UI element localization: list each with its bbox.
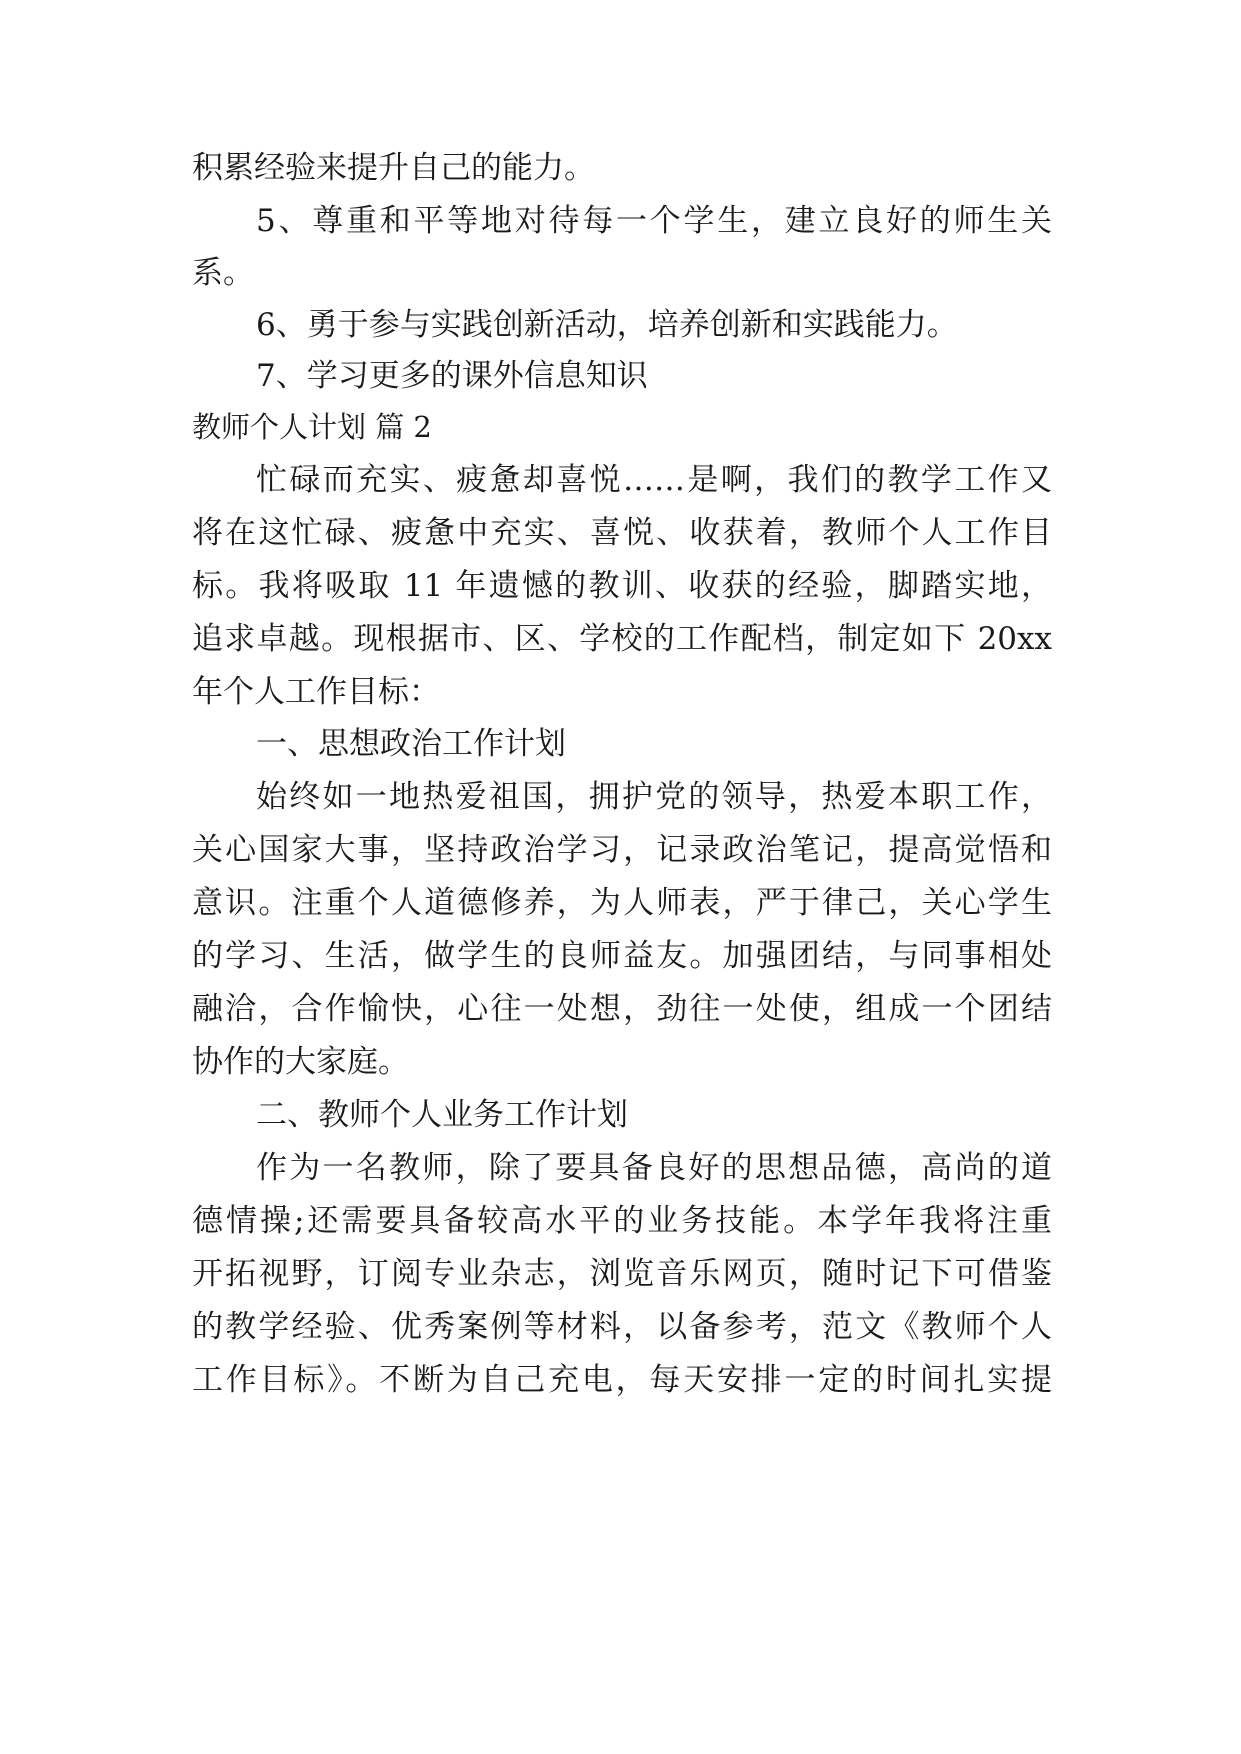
text-line: 7、学习更多的课外信息知识 (256, 358, 648, 394)
text-line: 5、尊重和平等地对待每一个学生，建立良好的师生关 (256, 203, 1052, 239)
text-line: 意识。注重个人道德修养，为人师表，严于律己，关心学生 (192, 885, 1052, 921)
text-line: 融洽，合作愉快，心往一处想，劲往一处使，组成一个团结 (192, 991, 1052, 1027)
text-line: 年个人工作目标： (192, 674, 440, 710)
text-line: 工作目标》。不断为自己充电，每天安排一定的时间扎实提 (192, 1362, 1052, 1398)
text-line: 忙碌而充实、疲惫却喜悦……是啊，我们的教学工作又 (256, 462, 1052, 498)
section-heading: 教师个人计划 篇 2 (192, 410, 432, 444)
text-line: 作为一名教师，除了要具备良好的思想品德，高尚的道 (256, 1150, 1052, 1186)
text-line: 协作的大家庭。 (192, 1044, 409, 1080)
text-line: 的教学经验、优秀案例等材料，以备参考，范文《教师个人 (192, 1309, 1052, 1345)
text-line: 系。 (192, 255, 254, 291)
text-line: 开拓视野，订阅专业杂志，浏览音乐网页，随时记下可借鉴 (192, 1256, 1052, 1292)
text-line: 始终如一地热爱祖国，拥护党的领导，热爱本职工作， (256, 779, 1052, 815)
text-line: 一、思想政治工作计划 (256, 726, 566, 762)
text-line: 积累经验来提升自己的能力。 (192, 150, 595, 186)
text-line: 将在这忙碌、疲惫中充实、喜悦、收获着，教师个人工作目 (192, 515, 1052, 551)
text-line: 6、勇于参与实践创新活动，培养创新和实践能力。 (256, 307, 958, 343)
text-line: 关心国家大事，坚持政治学习，记录政治笔记，提高觉悟和 (192, 832, 1052, 868)
text-line: 二、教师个人业务工作计划 (256, 1097, 628, 1133)
text-line: 追求卓越。现根据市、区、学校的工作配档，制定如下 20xx (192, 621, 1052, 657)
text-line: 的学习、生活，做学生的良师益友。加强团结，与同事相处 (192, 938, 1052, 974)
text-line: 标。我将吸取 11 年遗憾的教训、收获的经验，脚踏实地， (192, 568, 1052, 604)
text-line: 德情操;还需要具备较高水平的业务技能。本学年我将注重 (192, 1203, 1052, 1239)
